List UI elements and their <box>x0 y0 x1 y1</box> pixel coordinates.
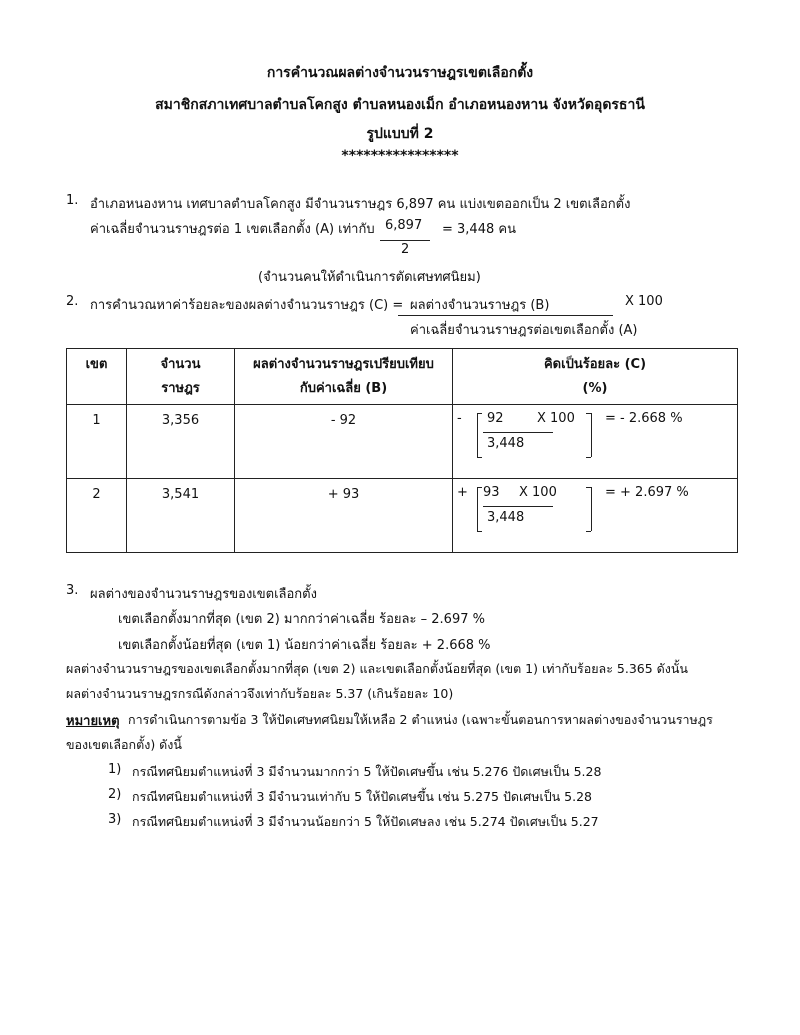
cell-zone: 2 <box>67 479 127 553</box>
percent-result: = - 2.668 % <box>605 411 683 426</box>
item2-times: X 100 <box>625 294 663 309</box>
item3-summary-line1: ผลต่างจำนวนราษฎรของเขตเลือกตั้งมากที่สุด (เขต 2) และเขตเลือกตั้งน้อยที่สุด (เขต 1) เท่ากับร้อยละ 5.365 ดังนั้น <box>66 661 688 676</box>
header-population: จำนวน ราษฎร <box>127 349 235 405</box>
remark-text-line1: การดำเนินการตามข้อ 3 ให้ปัดเศษทศนิยมให้เหลือ 2 ตำแหน่ง (เฉพาะขั้นตอนการหาผลต่างของจำนวนราษฎร <box>128 712 713 727</box>
doc-subtitle: สมาชิกสภาเทศบาลตำบลโคกสูง ตำบลหนองเม็ก อำเภอหนองหาน จังหวัดอุดรธานี <box>155 97 645 113</box>
item1-text: อำเภอหนองหาน เทศบาลตำบลโคกสูง มีจำนวนราษฎร 6,897 คน แบ่งเขตออกเป็น 2 เขตเลือกตั้ง <box>90 197 631 212</box>
table-header-row <box>67 349 738 405</box>
item3-min-zone: เขตเลือกตั้งน้อยที่สุด (เขต 1) น้อยกว่าค่าเฉลี่ย ร้อยละ + 2.668 % <box>118 638 491 653</box>
item3-title: ผลต่างของจำนวนราษฎรของเขตเลือกตั้ง <box>90 587 317 602</box>
header-zone: เขต <box>67 349 127 405</box>
bracket-left <box>477 413 478 457</box>
cell-difference: + 93 <box>235 479 453 553</box>
rule-number: 1) <box>108 762 122 777</box>
rule-text: กรณีทศนิยมตำแหน่งที่ 3 มีจำนวนมากกว่า 5 ให้ปัดเศษขึ้น เช่น 5.276 ปัดเศษเป็น 5.28 <box>132 764 602 779</box>
formula-sign: - <box>457 411 462 426</box>
cell-percent-formula <box>453 405 738 479</box>
cell-population: 3,541 <box>127 479 235 553</box>
item1-fraction-line <box>380 240 430 241</box>
item1-denominator: 2 <box>401 242 410 257</box>
fraction-denominator: 3,448 <box>487 436 525 451</box>
calculation-table <box>66 348 738 553</box>
item3-summary-line2: ผลต่างจำนวนราษฎรกรณีดังกล่าวจึงเท่ากับร้อยละ 5.37 (เกินร้อยละ 10) <box>66 686 454 701</box>
cell-percent-formula <box>453 479 738 553</box>
item1-number: 1. <box>66 193 79 208</box>
fraction-line <box>483 432 553 433</box>
percent-result: = + 2.697 % <box>605 485 689 500</box>
header-difference: ผลต่างจำนวนราษฎรเปรียบเทียบ กับค่าเฉลี่ย (B) <box>235 349 453 405</box>
bracket-right <box>591 487 592 531</box>
formula-sign: + <box>457 485 468 500</box>
remark-text-line2: ของเขตเลือกตั้ง) ดังนี้ <box>66 737 182 752</box>
item2-denominator: ค่าเฉลี่ยจำนวนราษฎรต่อเขตเลือกตั้ง (A) <box>410 323 638 338</box>
table-row <box>67 479 738 553</box>
item1-result: = 3,448 คน <box>442 222 516 237</box>
item3-max-zone: เขตเลือกตั้งมากที่สุด (เขต 2) มากกว่าค่าเฉลี่ย ร้อยละ – 2.697 % <box>118 612 485 627</box>
item2-fraction-line <box>398 315 613 316</box>
header-percent: คิดเป็นร้อยละ (C) (%) <box>453 349 738 405</box>
fraction-line <box>483 506 553 507</box>
bracket-right <box>591 413 592 457</box>
rule-number: 3) <box>108 812 122 827</box>
item2-label: การคำนวณหาค่าร้อยละของผลต่างจำนวนราษฎร (C) = <box>90 298 404 313</box>
item1-average-label: ค่าเฉลี่ยจำนวนราษฎรต่อ 1 เขตเลือกตั้ง (A) เท่ากับ <box>90 222 375 237</box>
doc-separator-stars: **************** <box>341 148 459 164</box>
cell-population: 3,356 <box>127 405 235 479</box>
fraction-numerator: 92 <box>487 411 504 426</box>
item3-number: 3. <box>66 583 79 598</box>
fraction-numerator: 93 <box>483 485 500 500</box>
rule-text: กรณีทศนิยมตำแหน่งที่ 3 มีจำนวนน้อยกว่า 5 ให้ปัดเศษลง เช่น 5.274 ปัดเศษเป็น 5.27 <box>132 814 599 829</box>
bracket-left <box>477 487 478 531</box>
cell-zone: 1 <box>67 405 127 479</box>
fraction-times: X 100 <box>519 485 557 500</box>
table-row <box>67 405 738 479</box>
doc-form-type: รูปแบบที่ 2 <box>366 126 434 142</box>
fraction-times: X 100 <box>537 411 575 426</box>
remark-label: หมายเหตุ <box>66 714 120 729</box>
item2-number: 2. <box>66 294 79 309</box>
rule-text: กรณีทศนิยมตำแหน่งที่ 3 มีจำนวนเท่ากับ 5 ให้ปัดเศษขึ้น เช่น 5.275 ปัดเศษเป็น 5.28 <box>132 789 593 804</box>
cell-difference: - 92 <box>235 405 453 479</box>
item1-numerator: 6,897 <box>385 218 423 233</box>
item1-note: (จำนวนคนให้ดำเนินการตัดเศษทศนิยม) <box>258 270 481 285</box>
doc-title: การคำนวณผลต่างจำนวนราษฎรเขตเลือกตั้ง <box>266 65 534 81</box>
fraction-denominator: 3,448 <box>487 510 525 525</box>
rule-number: 2) <box>108 787 122 802</box>
item2-numerator: ผลต่างจำนวนราษฎร (B) <box>410 298 550 313</box>
